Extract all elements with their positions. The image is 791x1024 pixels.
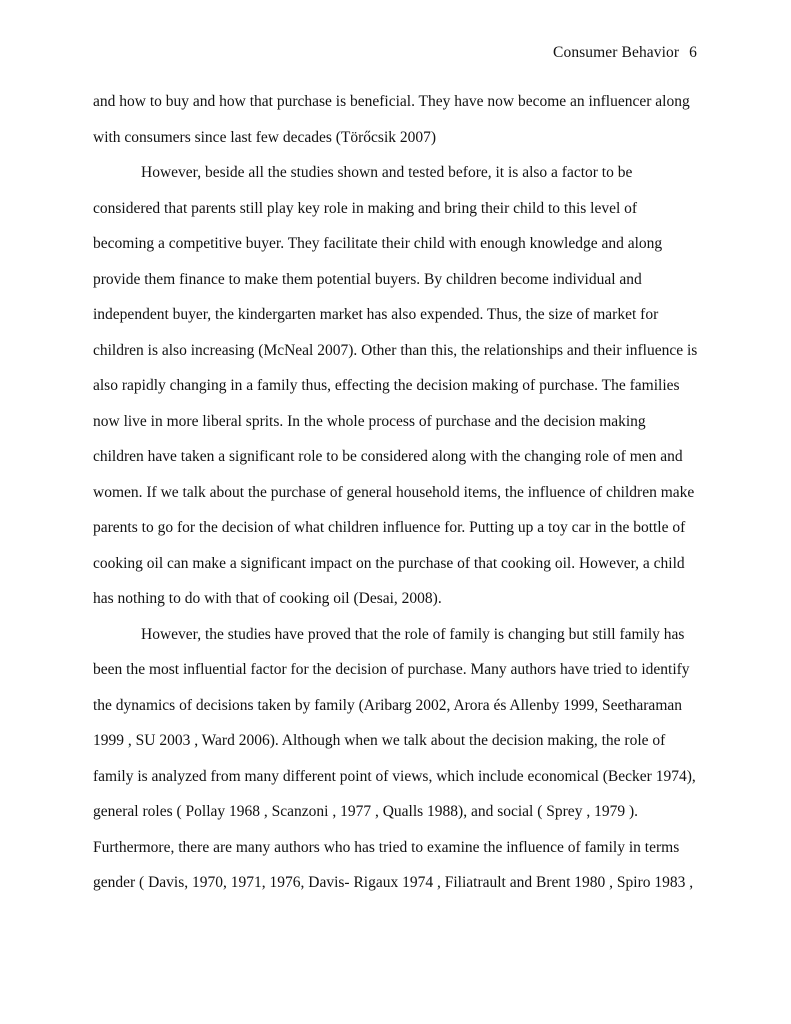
text-line: with consumers since last few decades (Törőcsik 2007) <box>93 128 437 146</box>
text-line: gender ( Davis, 1970, 1971, 1976, Davis- Rigaux 1974 , Filiatrault and Brent 1980 , Spiro 1983 , <box>93 874 694 891</box>
text-line: now live in more liberal sprits. In the whole process of purchase and the decision making <box>93 412 646 430</box>
running-head <box>553 44 697 62</box>
body-text <box>93 90 697 907</box>
text-line: cooking oil can make a significant impact on the purchase of that cooking oil. However, a child <box>93 554 685 572</box>
text-line: the dynamics of decisions taken by family (Aribarg 2002, Arora és Allenby 1999, Seetharaman <box>93 696 682 714</box>
paragraph-first-line: However, the studies have proved that the role of family is changing but still family has <box>141 625 685 643</box>
text-line: been the most influential factor for the decision of purchase. Many authors have tried to identify <box>93 661 690 678</box>
text-line: and how to buy and how that purchase is beneficial. They have now become an influencer along <box>93 93 690 110</box>
text-line: independent buyer, the kindergarten market has also expended. Thus, the size of market for <box>93 306 659 323</box>
paragraph-first-line: However, beside all the studies shown and tested before, it is also a factor to be <box>141 164 633 181</box>
text-line: parents to go for the decision of what children influence for. Putting up a toy car in the bottle of <box>93 519 686 536</box>
text-line: also rapidly changing in a family thus, effecting the decision making of purchase. The families <box>93 377 680 394</box>
page-number: 6 <box>689 44 697 61</box>
text-line: 1999 , SU 2003 , Ward 2006). Although when we talk about the decision making, the role of <box>93 732 666 749</box>
text-line: Furthermore, there are many authors who has tried to examine the influence of family in terms <box>93 838 680 856</box>
text-line: provide them finance to make them potential buyers. By children become individual and <box>93 270 642 288</box>
text-line: general roles ( Pollay 1968 , Scanzoni , 1977 , Qualls 1988), and social ( Sprey , 1979 ). <box>93 803 638 820</box>
text-line: becoming a competitive buyer. They facilitate their child with enough knowledge and along <box>93 235 663 252</box>
text-line: has nothing to do with that of cooking oil (Desai, 2008). <box>93 590 442 607</box>
text-line: family is analyzed from many different point of views, which include economical (Becker 1974), <box>93 767 696 785</box>
text-line: children have taken a significant role to be considered along with the changing role of men and <box>93 448 683 465</box>
running-head-title: Consumer Behavior <box>553 44 680 61</box>
text-line: children is also increasing (McNeal 2007). Other than this, the relationships and their influence is <box>93 341 698 359</box>
text-line: women. If we talk about the purchase of general household items, the influence of children make <box>93 483 695 501</box>
text-line: considered that parents still play key role in making and bring their child to this level of <box>93 199 638 217</box>
